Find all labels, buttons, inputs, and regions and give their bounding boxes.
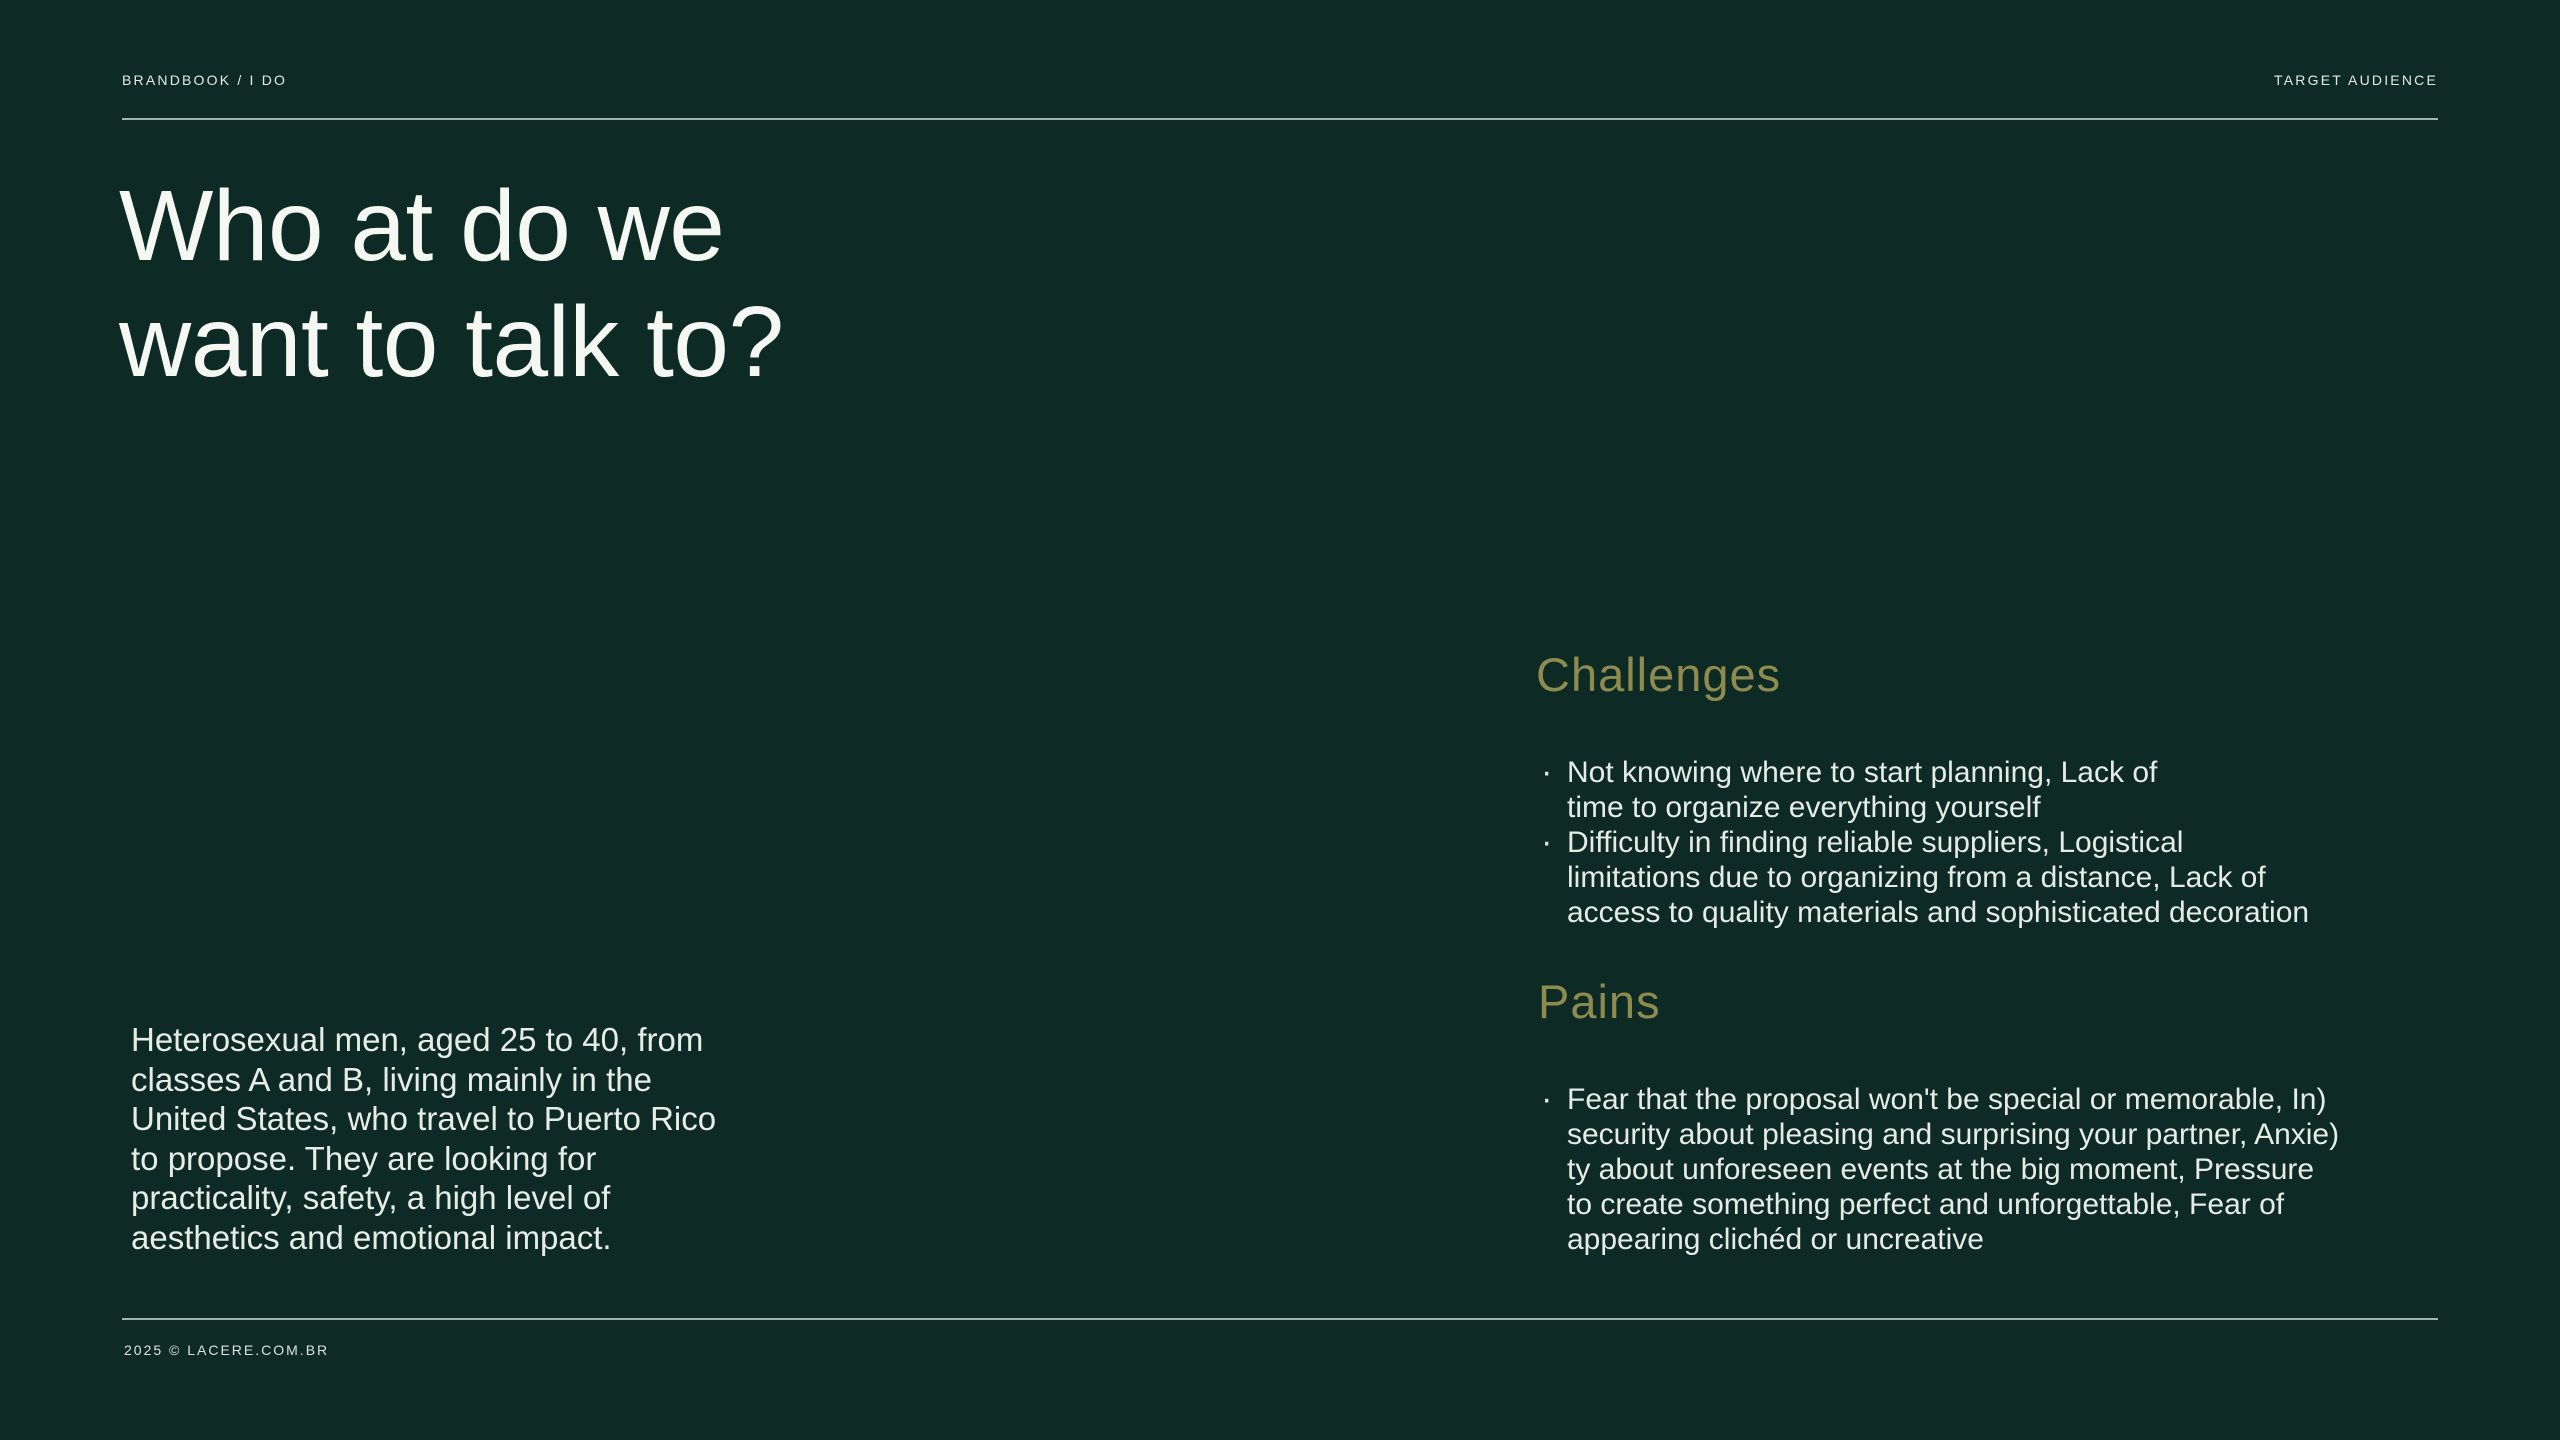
text-line: Who at do we (119, 170, 725, 282)
footer-copyright: 2025 © LACERE.COM.BR (124, 1342, 330, 1358)
text-line: Heterosexual men, aged 25 to 40, from (131, 1021, 704, 1058)
pains-list (1540, 1082, 2339, 1257)
header-rule (122, 118, 2438, 120)
bullet-marker-icon: · (1541, 823, 1553, 861)
text-line: classes A and B, living mainly in the (131, 1060, 652, 1098)
text-line: ty about unforeseen events at the big moment, Pressure (1567, 1153, 2315, 1186)
text-line: appearing clichéd or uncreative (1567, 1223, 1984, 1256)
footer-rule (122, 1318, 2438, 1320)
challenges-heading: Challenges (1536, 648, 1782, 701)
text-line: to propose. They are looking for (131, 1139, 597, 1177)
text-line: Difficulty in finding reliable suppliers, Logistical (1567, 826, 2184, 859)
audience-description (131, 1020, 716, 1257)
text-line: practicality, safety, a high level of (131, 1179, 611, 1216)
pains-heading: Pains (1538, 975, 1661, 1028)
text-line: aesthetics and emotional impact. (131, 1218, 612, 1256)
text-line: access to quality materials and sophisticated decoration (1567, 896, 2310, 929)
text-line: want to talk to? (119, 286, 784, 398)
bullet-item (1540, 825, 2309, 930)
bullet-item (1540, 1082, 2339, 1257)
text-line: limitations due to organizing from a distance, Lack of (1567, 861, 2266, 894)
breadcrumb: BRANDBOOK / I DO (122, 72, 288, 88)
challenges-list (1540, 755, 2309, 930)
text-line: time to organize everything yourself (1567, 791, 2041, 824)
page-title (119, 168, 784, 400)
text-line: Fear that the proposal won't be special or memorable, In) (1567, 1083, 2327, 1116)
bullet-marker-icon: · (1541, 753, 1553, 791)
text-line: security about pleasing and surprising your partner, Anxie) (1567, 1118, 2340, 1151)
section-label: TARGET AUDIENCE (2274, 72, 2438, 88)
bullet-item (1540, 755, 2309, 825)
text-line: to create something perfect and unforgettable, Fear of (1567, 1188, 2285, 1221)
bullet-marker-icon: · (1541, 1080, 1553, 1118)
text-line: United States, who travel to Puerto Rico (131, 1100, 717, 1137)
text-line: Not knowing where to start planning, Lack of (1567, 756, 2158, 789)
